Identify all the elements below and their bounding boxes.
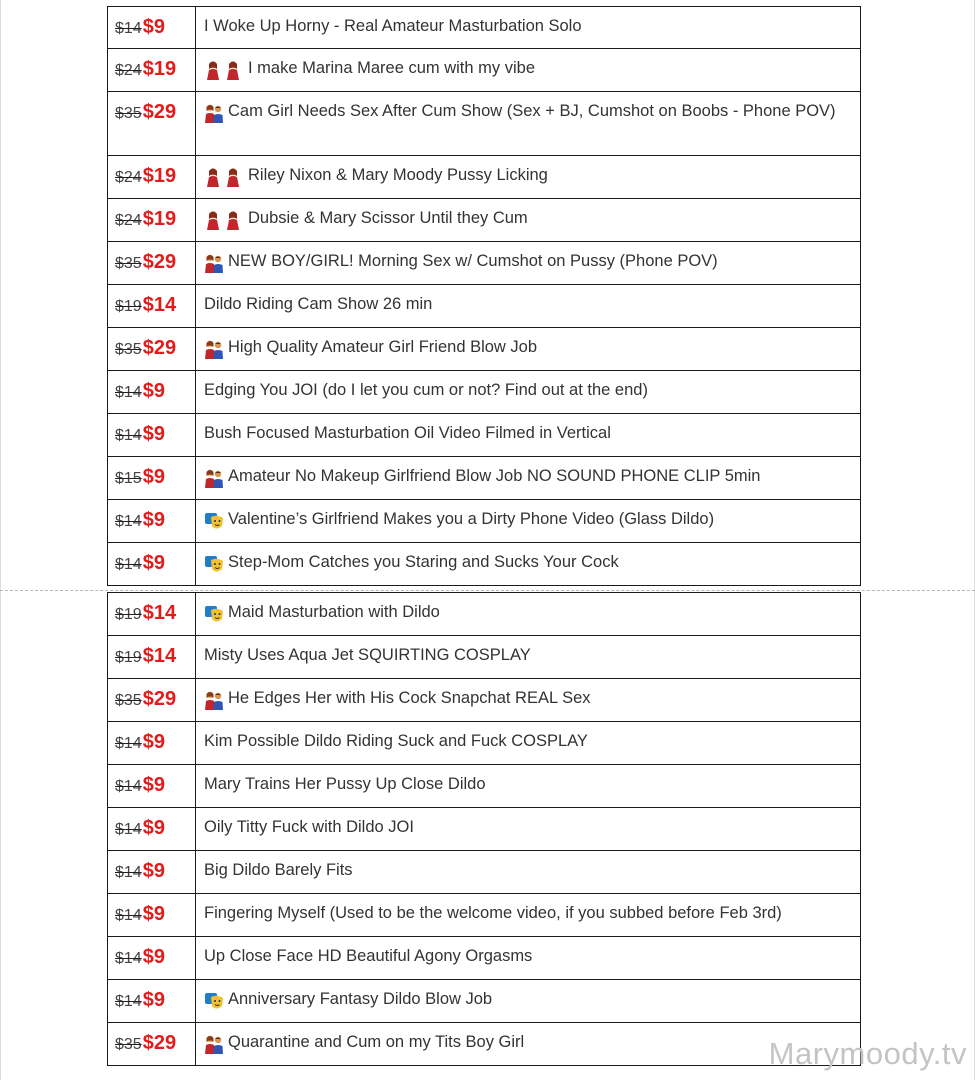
price-group	[108, 49, 195, 82]
price-group	[108, 765, 195, 798]
video-title-group	[196, 500, 860, 533]
sale-price: $14	[142, 294, 177, 316]
original-price: $14	[115, 778, 142, 795]
original-price: $14	[115, 384, 142, 401]
video-title-group	[196, 894, 860, 924]
sale-price: $9	[142, 860, 165, 882]
two-women-icon	[204, 167, 244, 189]
video-title-cell	[196, 894, 861, 937]
video-title-cell	[196, 457, 861, 500]
sale-price: $29	[142, 1032, 177, 1054]
video-title: I Woke Up Horny - Real Amateur Masturbation Solo	[204, 17, 582, 35]
sale-price: $9	[142, 989, 165, 1011]
original-price: $14	[115, 513, 142, 530]
sale-price: $9	[142, 817, 165, 839]
price-group	[108, 894, 195, 927]
mask-icon	[204, 554, 224, 576]
video-title-cell	[196, 851, 861, 894]
table-row	[108, 593, 861, 636]
price-cell	[108, 156, 196, 199]
sale-price: $9	[142, 946, 165, 968]
video-title-group	[196, 679, 860, 712]
price-cell	[108, 894, 196, 937]
original-price: $19	[115, 649, 142, 666]
table-row	[108, 636, 861, 679]
video-title-cell	[196, 500, 861, 543]
price-cell	[108, 500, 196, 543]
video-title-group	[196, 49, 860, 82]
sale-price: $9	[142, 466, 165, 488]
price-group	[108, 457, 195, 490]
two-women-icon	[204, 60, 244, 82]
price-group	[108, 328, 195, 361]
price-group	[108, 285, 195, 318]
price-group	[108, 851, 195, 884]
table-row	[108, 92, 861, 156]
original-price: $35	[115, 255, 142, 272]
video-title-group	[196, 328, 860, 361]
video-title: NEW BOY/GIRL! Morning Sex w/ Cumshot on Pussy (Phone POV)	[228, 252, 718, 270]
couple-icon	[204, 690, 224, 712]
video-title: Oily Titty Fuck with Dildo JOI	[204, 818, 414, 836]
video-title-cell	[196, 328, 861, 371]
price-group	[108, 500, 195, 533]
original-price: $19	[115, 298, 142, 315]
video-title: Step-Mom Catches you Staring and Sucks Your Cock	[228, 553, 619, 571]
original-price: $19	[115, 606, 142, 623]
sale-price: $9	[142, 509, 165, 531]
video-title: Riley Nixon & Mary Moody Pussy Licking	[248, 166, 548, 184]
video-title-cell	[196, 285, 861, 328]
sale-price: $29	[142, 337, 177, 359]
video-title: Dubsie & Mary Scissor Until they Cum	[248, 209, 528, 227]
video-title-cell	[196, 636, 861, 679]
video-title-group	[196, 937, 860, 967]
video-title-cell	[196, 1023, 861, 1066]
price-group	[108, 808, 195, 841]
video-title: High Quality Amateur Girl Friend Blow Job	[228, 338, 538, 356]
table-row	[108, 851, 861, 894]
video-title: Bush Focused Masturbation Oil Video Filmed in Vertical	[204, 424, 611, 442]
couple-icon	[204, 103, 224, 125]
price-group	[108, 1023, 195, 1056]
video-title-group	[196, 414, 860, 444]
video-title-group	[196, 156, 860, 189]
video-title-cell	[196, 92, 861, 156]
video-title-cell	[196, 543, 861, 586]
price-cell	[108, 285, 196, 328]
price-cell	[108, 92, 196, 156]
video-title: Valentine’s Girlfriend Makes you a Dirty Phone Video (Glass Dildo)	[228, 510, 715, 528]
table-row	[108, 242, 861, 285]
price-cell	[108, 722, 196, 765]
price-cell	[108, 414, 196, 457]
price-group	[108, 593, 195, 626]
mask-icon	[204, 511, 224, 533]
price-group	[108, 242, 195, 275]
sale-price: $29	[142, 101, 177, 123]
price-table-top	[107, 6, 861, 586]
price-cell	[108, 593, 196, 636]
sale-price: $14	[142, 645, 177, 667]
price-cell	[108, 980, 196, 1023]
video-title-group	[196, 636, 860, 666]
price-cell	[108, 636, 196, 679]
video-title-group	[196, 199, 860, 232]
original-price: $14	[115, 864, 142, 881]
video-title-group	[196, 765, 860, 795]
table-row	[108, 156, 861, 199]
video-title-cell	[196, 765, 861, 808]
price-cell	[108, 543, 196, 586]
price-cell	[108, 7, 196, 49]
video-title-cell	[196, 49, 861, 92]
price-cell	[108, 679, 196, 722]
video-title: Up Close Face HD Beautiful Agony Orgasms	[204, 947, 533, 965]
original-price: $14	[115, 950, 142, 967]
original-price: $35	[115, 341, 142, 358]
video-title-group	[196, 980, 860, 1013]
price-cell	[108, 765, 196, 808]
original-price: $14	[115, 556, 142, 573]
video-title-group	[196, 242, 860, 275]
video-title: Kim Possible Dildo Riding Suck and Fuck COSPLAY	[204, 732, 588, 750]
sale-price: $9	[142, 731, 165, 753]
video-title-cell	[196, 199, 861, 242]
table-row	[108, 722, 861, 765]
original-price: $14	[115, 993, 142, 1010]
price-cell	[108, 457, 196, 500]
site-watermark: Marymoody.tv	[768, 1036, 967, 1071]
sale-price: $9	[142, 774, 165, 796]
video-title-group	[196, 1023, 860, 1056]
sale-price: $14	[142, 602, 177, 624]
table-row	[108, 7, 861, 49]
couple-icon	[204, 1034, 224, 1056]
video-title-cell	[196, 593, 861, 636]
price-cell	[108, 199, 196, 242]
price-cell	[108, 1023, 196, 1066]
table-row	[108, 1023, 861, 1066]
video-title: Misty Uses Aqua Jet SQUIRTING COSPLAY	[204, 646, 531, 664]
table-row	[108, 49, 861, 92]
table-row	[108, 328, 861, 371]
video-title: Quarantine and Cum on my Tits Boy Girl	[228, 1033, 525, 1051]
video-title: Mary Trains Her Pussy Up Close Dildo	[204, 775, 486, 793]
price-cell	[108, 49, 196, 92]
price-group	[108, 636, 195, 669]
table-row	[108, 285, 861, 328]
table-row	[108, 500, 861, 543]
sale-price: $9	[142, 552, 165, 574]
price-cell	[108, 242, 196, 285]
video-title: Cam Girl Needs Sex After Cum Show (Sex + BJ, Cumshot on Boobs - Phone POV)	[228, 102, 836, 120]
video-title-group	[196, 92, 860, 125]
original-price: $14	[115, 427, 142, 444]
table-row	[108, 199, 861, 242]
original-price: $14	[115, 907, 142, 924]
video-title-cell	[196, 937, 861, 980]
table-row	[108, 894, 861, 937]
video-title-cell	[196, 980, 861, 1023]
video-title: Big Dildo Barely Fits	[204, 861, 353, 879]
video-title-cell	[196, 242, 861, 285]
video-title: Amateur No Makeup Girlfriend Blow Job NO SOUND PHONE CLIP 5min	[228, 467, 761, 485]
video-title-group	[196, 371, 860, 401]
sale-price: $9	[142, 423, 165, 445]
price-table-bottom	[107, 592, 861, 1066]
video-title: I make Marina Maree cum with my vibe	[248, 59, 536, 77]
price-group	[108, 7, 195, 40]
sale-price: $9	[142, 903, 165, 925]
original-price: $35	[115, 1036, 142, 1053]
table-row	[108, 371, 861, 414]
original-price: $24	[115, 169, 142, 186]
price-group	[108, 937, 195, 970]
sale-price: $9	[142, 16, 165, 38]
video-title-group	[196, 722, 860, 752]
price-cell	[108, 937, 196, 980]
video-title: Dildo Riding Cam Show 26 min	[204, 295, 433, 313]
couple-icon	[204, 339, 224, 361]
price-cell	[108, 371, 196, 414]
table-row	[108, 937, 861, 980]
video-title-cell	[196, 7, 861, 49]
table-row	[108, 808, 861, 851]
price-group	[108, 92, 195, 125]
price-group	[108, 679, 195, 712]
video-title: Fingering Myself (Used to be the welcome video, if you subbed before Feb 3rd)	[204, 904, 782, 922]
table-row	[108, 765, 861, 808]
original-price: $15	[115, 470, 142, 487]
video-title-group	[196, 285, 860, 315]
sale-price: $29	[142, 251, 177, 273]
price-group	[108, 722, 195, 755]
price-cell	[108, 808, 196, 851]
image-split-divider	[0, 590, 975, 591]
video-title-group	[196, 543, 860, 576]
video-title-group	[196, 457, 860, 490]
price-group	[108, 371, 195, 404]
two-women-icon	[204, 210, 244, 232]
original-price: $24	[115, 212, 142, 229]
sale-price: $19	[142, 208, 177, 230]
video-title-cell	[196, 808, 861, 851]
sale-price: $19	[142, 58, 177, 80]
sale-price: $19	[142, 165, 177, 187]
table-row	[108, 543, 861, 586]
video-title-cell	[196, 156, 861, 199]
video-title-cell	[196, 679, 861, 722]
couple-icon	[204, 468, 224, 490]
video-title-group	[196, 7, 860, 37]
video-title: Anniversary Fantasy Dildo Blow Job	[228, 990, 493, 1008]
price-cell	[108, 328, 196, 371]
sale-price: $29	[142, 688, 177, 710]
table-row	[108, 980, 861, 1023]
price-group	[108, 156, 195, 189]
video-title: Maid Masturbation with Dildo	[228, 603, 440, 621]
price-group	[108, 980, 195, 1013]
video-title-group	[196, 808, 860, 838]
price-group	[108, 414, 195, 447]
mask-icon	[204, 991, 224, 1013]
original-price: $35	[115, 105, 142, 122]
video-title-group	[196, 851, 860, 881]
original-price: $14	[115, 735, 142, 752]
mask-icon	[204, 604, 224, 626]
original-price: $14	[115, 821, 142, 838]
table-row	[108, 457, 861, 500]
video-title-group	[196, 593, 860, 626]
price-group	[108, 199, 195, 232]
sale-price: $9	[142, 380, 165, 402]
original-price: $24	[115, 62, 142, 79]
price-cell	[108, 851, 196, 894]
table-row	[108, 679, 861, 722]
page-edge-left	[0, 0, 1, 1080]
video-title: He Edges Her with His Cock Snapchat REAL Sex	[228, 689, 591, 707]
couple-icon	[204, 253, 224, 275]
original-price: $14	[115, 20, 142, 37]
video-title-cell	[196, 722, 861, 765]
original-price: $35	[115, 692, 142, 709]
video-title-cell	[196, 414, 861, 457]
table-row	[108, 414, 861, 457]
video-title: Edging You JOI (do I let you cum or not? Find out at the end)	[204, 381, 648, 399]
price-group	[108, 543, 195, 576]
video-title-cell	[196, 371, 861, 414]
